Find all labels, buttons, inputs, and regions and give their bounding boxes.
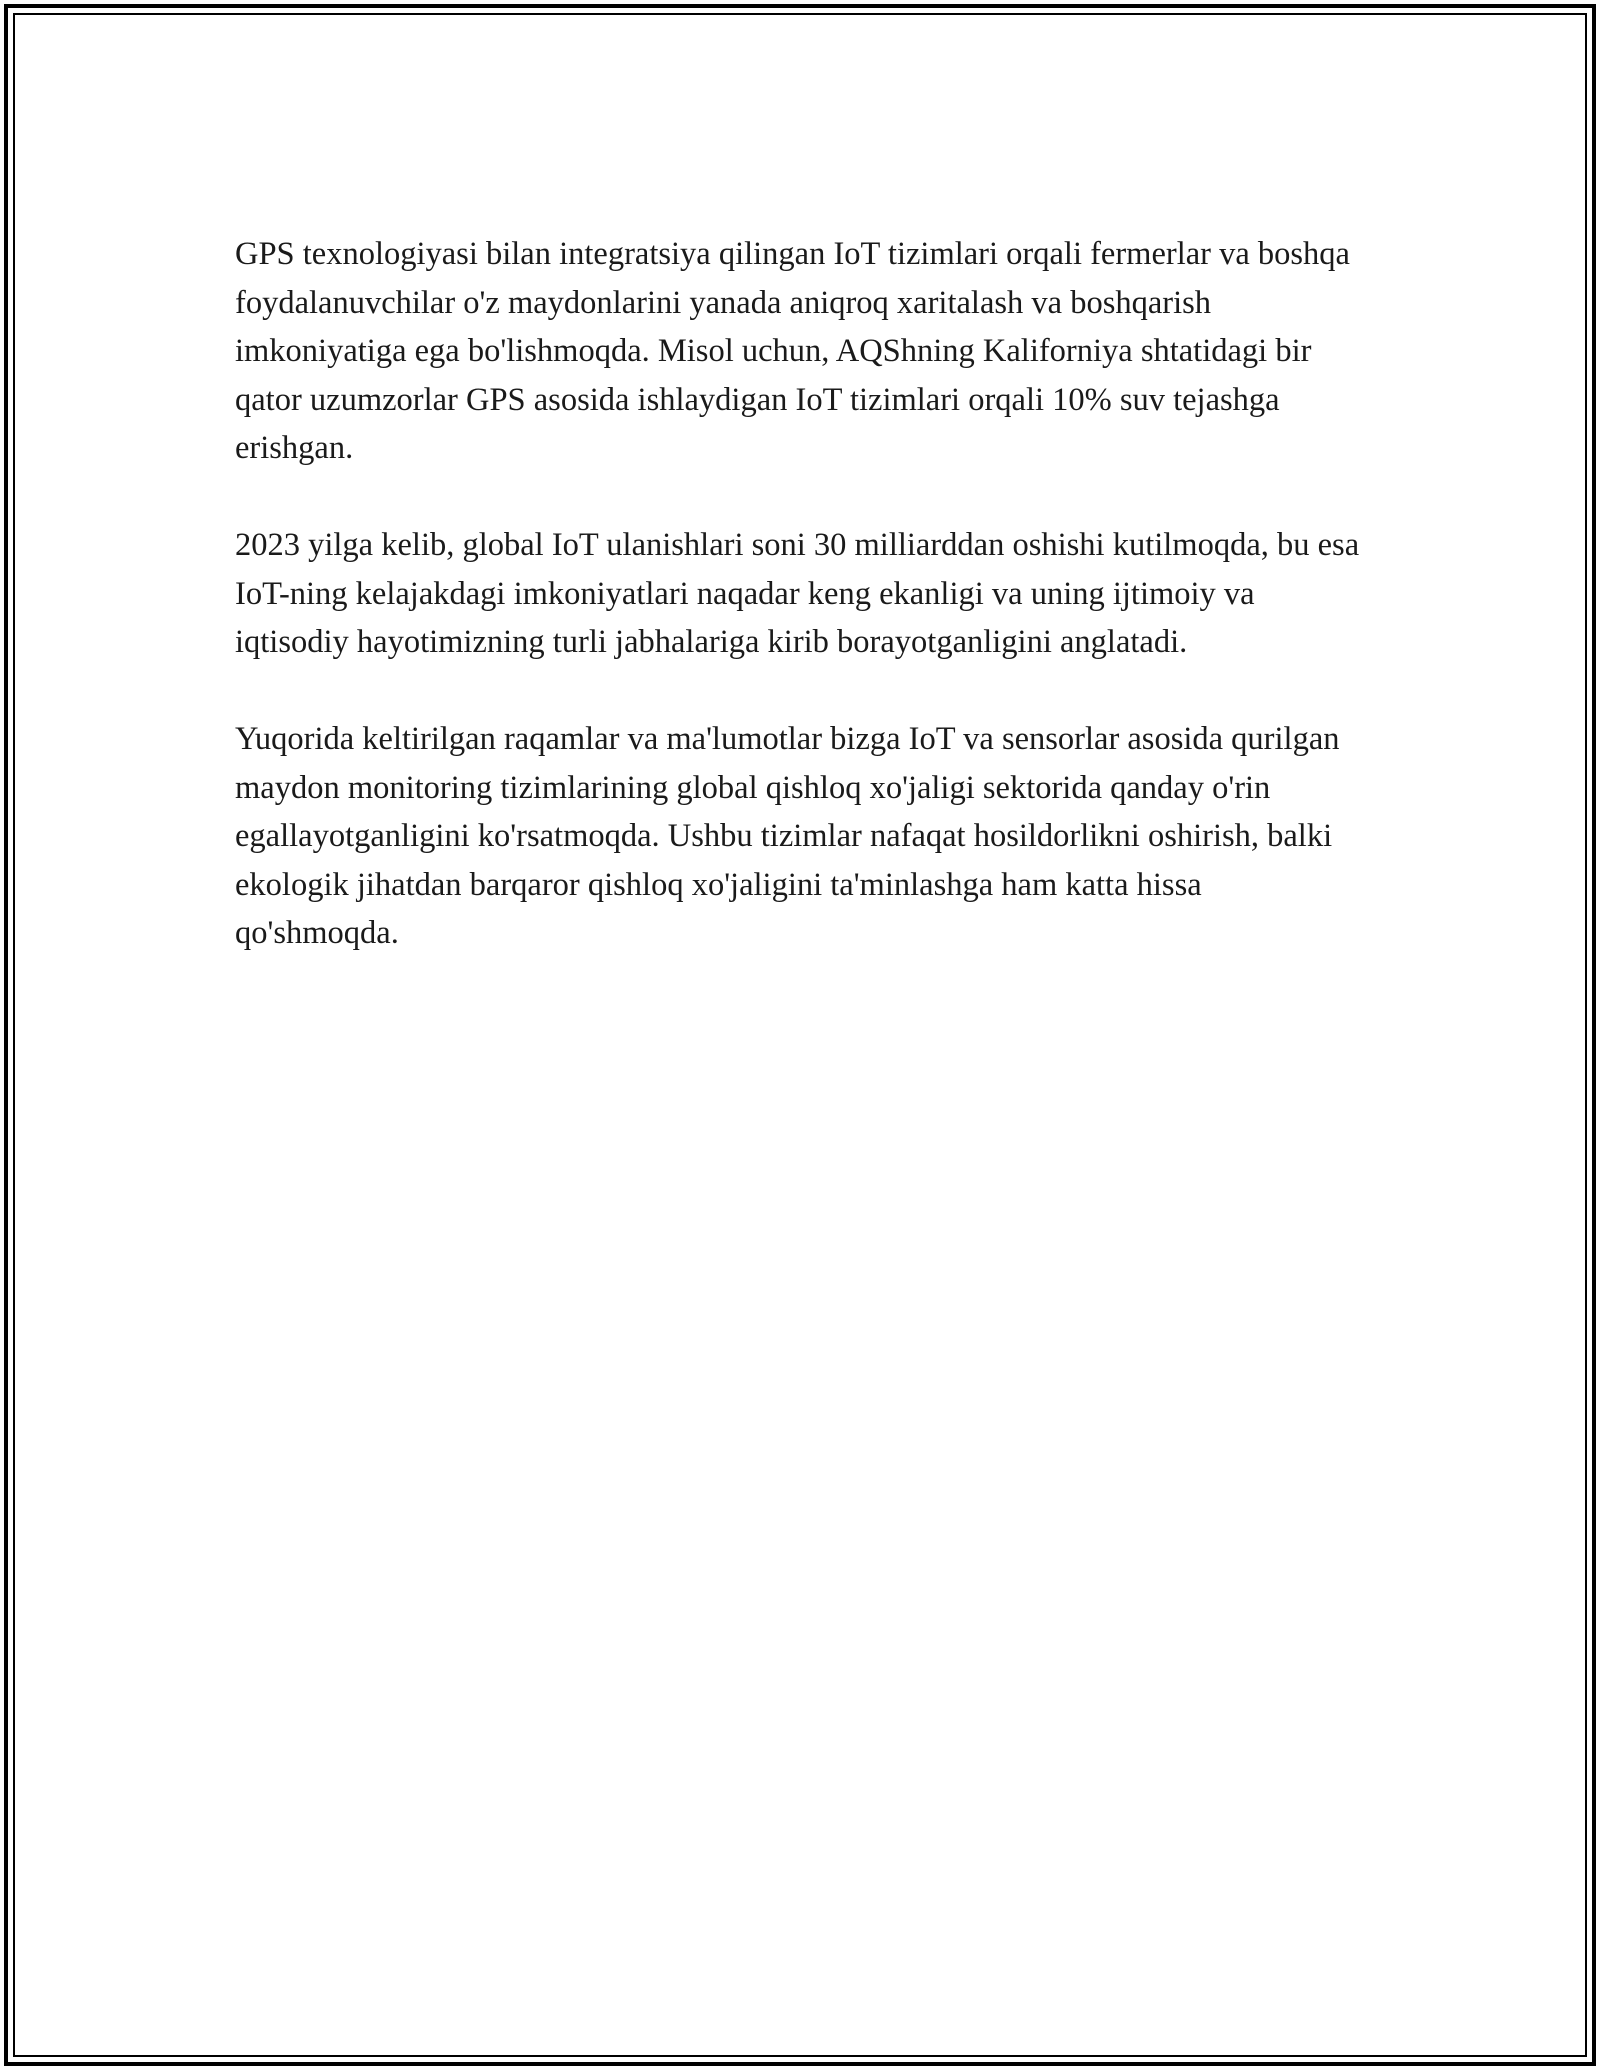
paragraph-conclusion: Yuqorida keltirilgan raqamlar va ma'lumotlar bizga IoT va sensorlar asosida qurilgan maydon monitoring tizimlarining global qishloq xo'jaligi sektorida qanday o'rin egallayotganligini ko'rsatmoqda. Ushbu tizimlar nafaqat hosildorlikni oshirish, balki ekologik jihatdan barqaror qishloq xo'jaligini ta'minlashga ham katta hissa qo'shmoqda. (235, 721, 1340, 951)
paragraph-gps-iot: GPS texnologiyasi bilan integratsiya qilingan IoT tizimlari orqali fermerlar va boshqa foydalanuvchilar o'z maydonlarini yanada aniqroq xaritalash va boshqarish imkoniyatiga ega bo'lishmoqda. Misol uchun, AQShning Kaliforniya shtatidagi bir qator uzumzorlar GPS asosida ishlaydigan IoT tizimlari orqali 10% suv tejashga erishgan. (235, 236, 1350, 466)
paragraph-iot-connections: 2023 yilga kelib, global IoT ulanishlari soni 30 milliarddan oshishi kutilmoqda, bu esa IoT-ning kelajakdagi imkoniyatlari naqadar keng ekanligi va uning ijtimoiy va iqtisodiy hayotimizning turli jabhalariga kirib borayotganligini anglatadi. (235, 527, 1360, 660)
document-body (235, 230, 1365, 1006)
